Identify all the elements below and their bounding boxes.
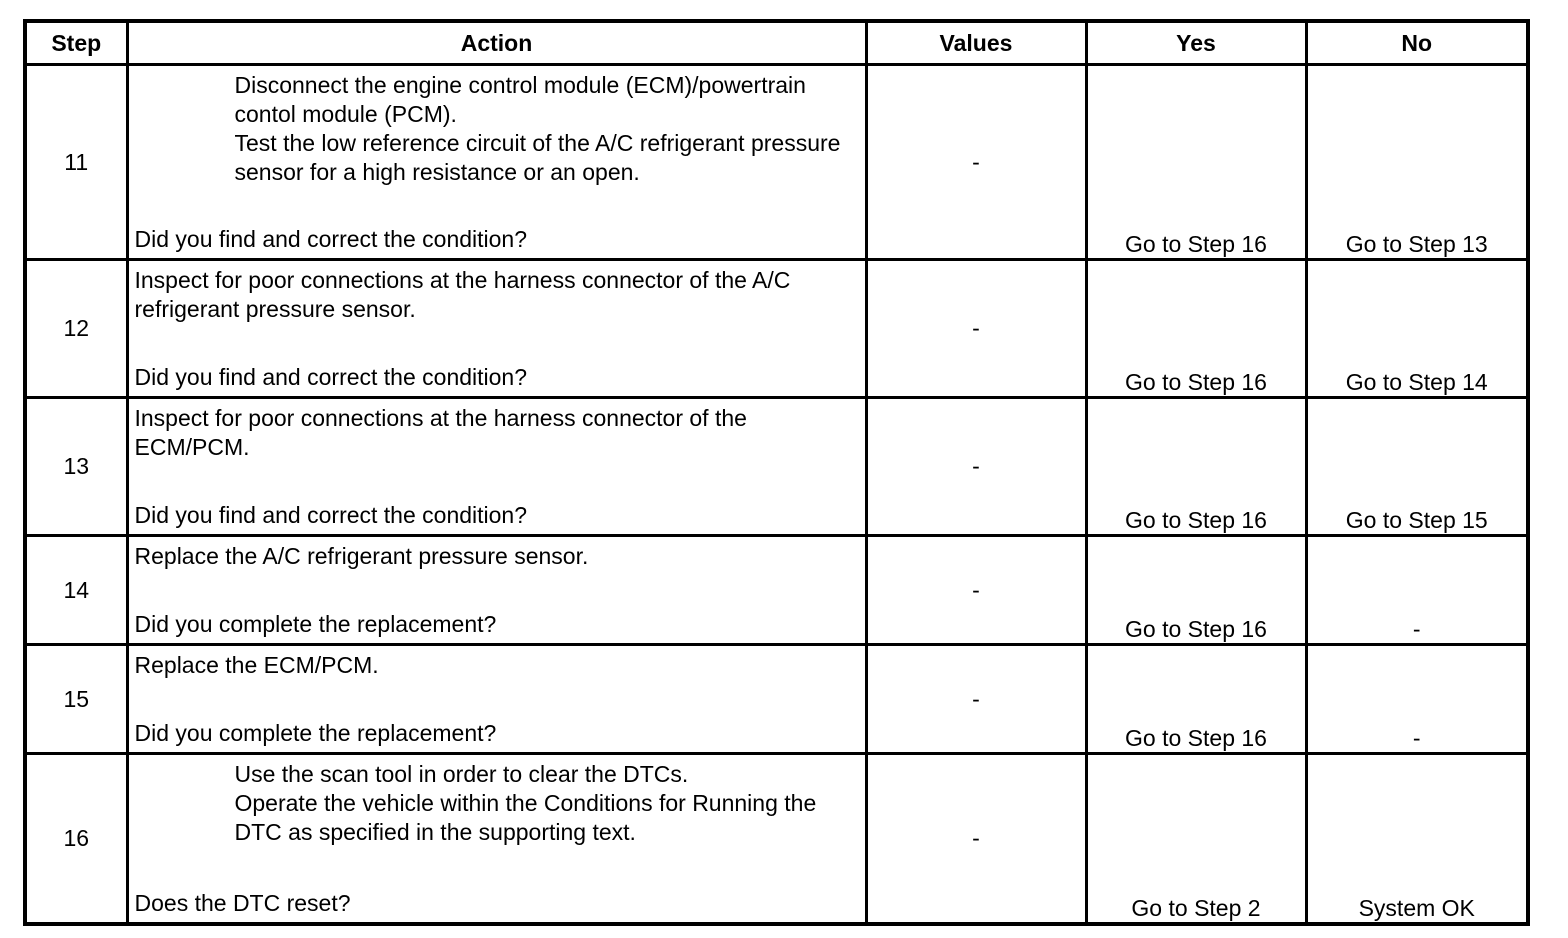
action-instructions [129, 646, 865, 680]
header-step: Step [25, 21, 127, 65]
values-cell: - [866, 645, 1086, 754]
instruction-line: Inspect for poor connections at the harness connector of the A/C refrigerant pressure sensor. [134, 267, 791, 322]
header-action: Action [127, 21, 866, 65]
action-question: Did you find and correct the condition? [134, 502, 528, 528]
instruction-line: Inspect for poor connections at the harness connector of the ECM/PCM. [134, 405, 747, 460]
action-question: Did you find and correct the condition? [134, 226, 528, 252]
instruction-line: Replace the A/C refrigerant pressure sensor. [134, 543, 589, 569]
action-question: Did you complete the replacement? [134, 611, 497, 637]
values-cell: - [866, 65, 1086, 260]
yes-cell: Go to Step 2 [1086, 754, 1306, 924]
instruction-line: Use the scan tool in order to clear the DTCs. [234, 761, 689, 787]
action-question: Does the DTC reset? [134, 889, 351, 916]
no-cell: - [1306, 645, 1528, 754]
no-cell: - [1306, 536, 1528, 645]
step-number: 16 [25, 754, 127, 924]
diagnostic-table [23, 19, 1530, 926]
step-number: 14 [25, 536, 127, 645]
header-yes: Yes [1086, 21, 1306, 65]
instruction-line: Test the low reference circuit of the A/C refrigerant pressure sensor for a high resistance or an open. [234, 130, 841, 185]
table-row [25, 260, 1528, 398]
action-question: Did you find and correct the condition? [134, 364, 528, 390]
action-instructions [129, 399, 865, 462]
values-cell: - [866, 536, 1086, 645]
header-values: Values [866, 21, 1086, 65]
header-row [25, 21, 1528, 65]
values-cell: - [866, 260, 1086, 398]
step-number: 11 [25, 65, 127, 260]
table-row [25, 754, 1528, 924]
values-cell: - [866, 754, 1086, 924]
step-number: 13 [25, 398, 127, 536]
action-instructions [129, 755, 865, 847]
action-cell [127, 260, 866, 398]
yes-cell: Go to Step 16 [1086, 260, 1306, 398]
action-cell [127, 65, 866, 260]
yes-cell: Go to Step 16 [1086, 536, 1306, 645]
action-instructions [129, 261, 865, 324]
yes-cell: Go to Step 16 [1086, 398, 1306, 536]
no-cell: Go to Step 13 [1306, 65, 1528, 260]
action-instructions [129, 537, 865, 571]
table-row [25, 398, 1528, 536]
no-cell: System OK [1306, 754, 1528, 924]
action-cell [127, 536, 866, 645]
action-instructions [129, 66, 865, 187]
instruction-line: Disconnect the engine control module (ECM)/powertrain contol module (PCM). [234, 72, 806, 127]
step-number: 15 [25, 645, 127, 754]
step-number: 12 [25, 260, 127, 398]
header-no: No [1306, 21, 1528, 65]
yes-cell: Go to Step 16 [1086, 65, 1306, 260]
yes-cell: Go to Step 16 [1086, 645, 1306, 754]
table-row [25, 536, 1528, 645]
table-row [25, 65, 1528, 260]
table-row [25, 645, 1528, 754]
instruction-line: Replace the ECM/PCM. [134, 652, 379, 678]
values-cell: - [866, 398, 1086, 536]
action-question: Did you complete the replacement? [134, 720, 497, 746]
no-cell: Go to Step 15 [1306, 398, 1528, 536]
action-cell [127, 398, 866, 536]
instruction-line: Operate the vehicle within the Conditions for Running the DTC as specified in the supporting text. [234, 790, 817, 845]
action-cell [127, 754, 866, 924]
action-cell [127, 645, 866, 754]
no-cell: Go to Step 14 [1306, 260, 1528, 398]
